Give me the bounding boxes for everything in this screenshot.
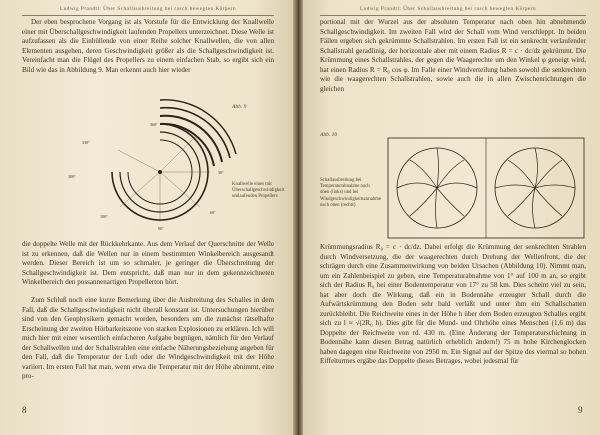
figure-label: Abb. 10 xyxy=(320,132,338,138)
paragraph: die doppelte Welle mit der Rückkehrkante. Aus dem Verlauf der Querschnitte der Welle ist zu erkennen, daß die Wellen nur in einem bestimmten Winkelbereich ausgesandt werden. Dieser Bereich ist um so schmaler, je geringer die Überschreitung der Schallgeschwindigkeit ist. Dem entspricht, daß man nur in dem gekennzeichneten Winkelbereich den possannenartigen Propellerton hört. xyxy=(22,240,274,286)
paragraph: Krümmungsradius R₀ = c · dc/dz. Dabei erfolgt die Krümmung der senkrechten Strahlen durch Windversetzung, die der waagerechten durch Drehung der Wellenfront, die der schrägen durch eine Zusammenwirkung von beiden Ursachen (Abbildung 10). Nimmt man, um ein Zahlenbeispiel zu geben, eine Temperaturabnahme von 1° auf 100 m an, so ergibt sich der Radius R₀ bei einer Bodentemperatur von 17° zu 58 km. Dies scheint viel zu sein, hat aber doch die Wirkung, daß ein in Bodennähe erzeugter Schall durch die Aufwärtskrümmung den Boden sehr bald verläßt und unter ihm ein Schallschatten zurückbleibt. Die Reichweite eines in der Höhe h über dem Boden erzeugten Schalles ergibt sich zu l ≈ √(2R₀ h). Dies gibt für die Mund- und Ohrhöhe eines Menschen (1,6 m) das Doppelte der Reichweite von rd. 430 m. (Eine Änderung der Temperaturschichtung in Bodennähe kann diesen Betrag natürlich erheblich ändern!) 75 m hohe Kirchenglocken haben dagegen eine Reichweite von 2950 m. Ein Signal auf der Spitze des viermal so hohen Eiffelturmes ergäbe das Doppelte dieses Betrages, wobei jedesmal für xyxy=(320,243,586,365)
book-gutter xyxy=(293,0,303,435)
figure-caption: Knallwelle eines mit Überschallgeschwindigkeit umlaufenden Propellers xyxy=(232,182,285,200)
figure-sound-rays xyxy=(388,138,584,238)
angle-label: 300° xyxy=(68,174,76,179)
angle-label: 60° xyxy=(210,210,216,215)
figure-label: Abb. 9 xyxy=(232,104,247,110)
right-page xyxy=(300,0,600,435)
paragraph: Der eben besprochene Vorgang ist als Vorstufe für die Entwicklung der Knallwelle einer mit Überschallgeschwindigkeit laufenden Propellers unterzeichnet. Diese Welle ist aufzufassen als die Einhüllende von einer Reihe solcher Knallwellen, die von allen Elementen ausgehen, deren Geschwindigkeit größer als die Schallgeschwindigkeit ist. Vereinfacht man die Flügel des Propellers zu einem einfachen Stab, so ergibt sich ein Bild wie das in Abbildung 9. Man erkennt auch hier wieder xyxy=(22,18,274,74)
page-number: 9 xyxy=(578,405,583,415)
angle-label: 330° xyxy=(82,140,90,145)
header-rule xyxy=(22,15,274,16)
angle-label: 90° xyxy=(158,226,164,231)
angle-label: 30° xyxy=(218,170,224,175)
angle-label: 180° xyxy=(100,214,108,219)
running-head: Ludwig Prandtl: Über Schallausbreitung bei rasch bewegten Körpern xyxy=(360,6,537,12)
paragraph: portional mit der Wurzel aus der absoluten Temperatur nach oben hin abnehmende Schallgeschwindigkeit. Im zweiten Fall wird der Schall vom Wind verschleppt. In beiden Fällen ergeben sich gekrümmte Schallstrahlen. Im ersten Fall ist ein senkrecht verlaufender Schallstrahl geradlinig, der horizontale aber mit einem Radius R = c · dc/dz gekrümmt. Die Krümmung eines Schallstrahles, der gegen die Waagerechte um den Winkel φ geneigt wird, hat einen Radius R = R₀ cos φ. Im Falle einer Windverteilung haben sowohl die senkrechten wie die waagerechten Schallstrahlen, sowie auch die in allen Zwischenrichtungen die gleichen xyxy=(320,18,586,93)
figure-propeller-shockwave xyxy=(60,112,240,232)
figure-caption: Schallausbreitung bei Temperaturabnahme nach oben (links) und bei Windgeschwindigkeitszunahme nach oben (rechts) xyxy=(320,178,382,208)
running-head: Ludwig Prandtl: Über Schallausbreitung bei rasch bewegten Körpern xyxy=(60,6,237,12)
header-rule xyxy=(320,15,586,16)
left-page xyxy=(0,0,296,435)
angle-label: 360° xyxy=(150,122,158,127)
page-number: 8 xyxy=(22,405,27,415)
paragraph: Zum Schluß noch eine kurze Bemerkung über die Ausbreitung des Schalles in dem Fall, daß die Schallgeschwindigkeit nicht überall konstant ist. Untersuchungen hierüber sind von den Geophysikern gemacht worden, besonders um die zunächst rätselhafte Erscheinung der zweiten Hörbarkeitszone von starken Explosionen zu erklären. Ich will mich hier mit einer wesentlich einfacheren Aufgabe begnügen, nämlich für den Verlauf der Schallwellen und der Schallstrahlen eine einfache Näherungsbeziehung angeben für den Fall, daß die Temperatur der Luft oder die Windgeschwindigkeit mit der Höhe variiert. Im ersten Fall hat man, wenn etwa die Temperatur mit der Höhe abnimmt, eine pro- xyxy=(22,296,274,380)
